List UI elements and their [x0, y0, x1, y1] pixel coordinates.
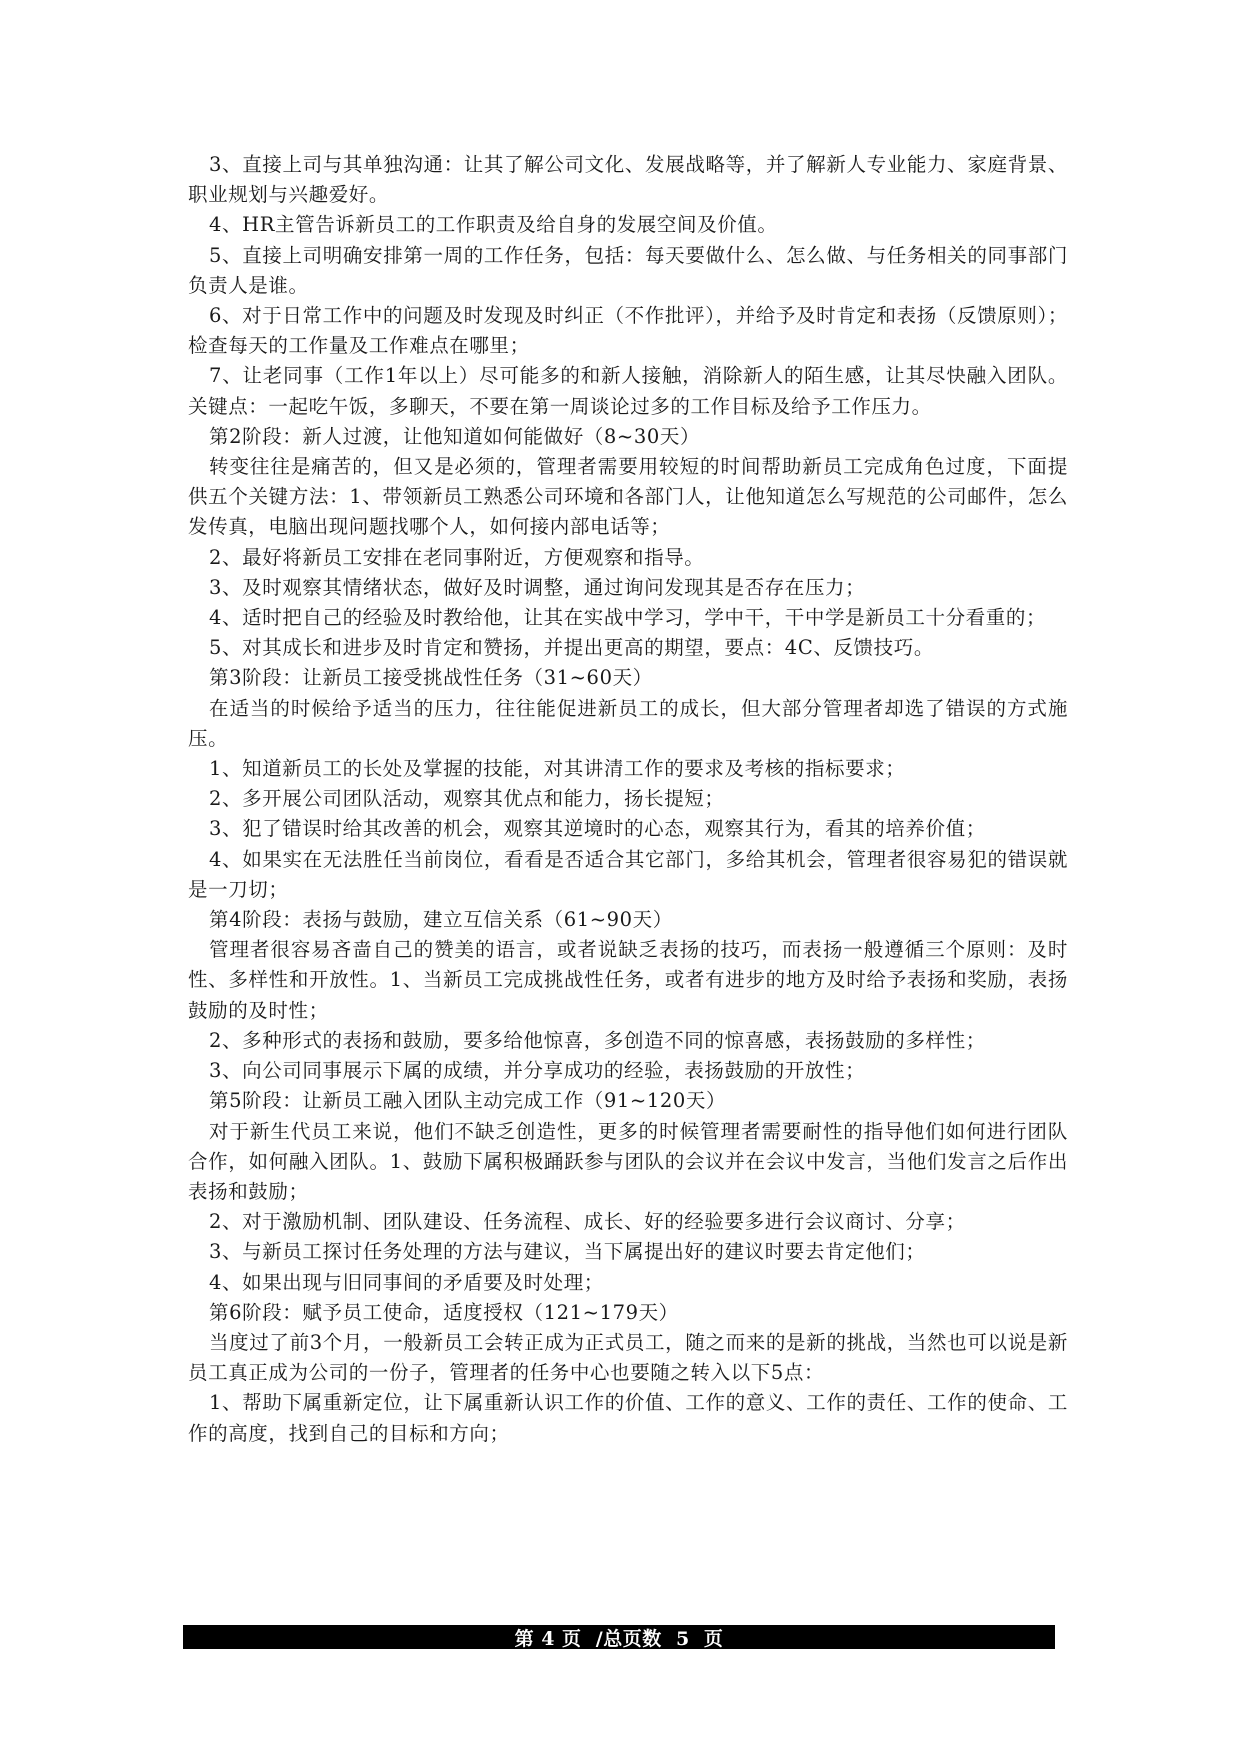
paragraph: 4、HR主管告诉新员工的工作职责及给自身的发展空间及价值。	[209, 213, 778, 237]
paragraph: 3、与新员工探讨任务处理的方法与建议，当下属提出好的建议时要去肯定他们；	[209, 1240, 926, 1264]
paragraph: 转变往往是痛苦的，但又是必须的，管理者需要用较短的时间帮助新员工完成角色过度，下面提供五个关键方法：1、带领新员工熟悉公司环境和各部门人，让他知道怎么写规范的公司邮件，怎么发传真，电脑出现问题找哪个人，如何接内部电话等；	[188, 455, 1068, 539]
paragraph: 3、向公司同事展示下属的成绩，并分享成功的经验，表扬鼓励的开放性；	[209, 1059, 866, 1083]
paragraph: 6、对于日常工作中的问题及时发现及时纠正（不作批评），并给予及时肯定和表扬（反馈原则）；检查每天的工作量及工作难点在哪里；	[188, 304, 1068, 358]
paragraph: 对于新生代员工来说，他们不缺乏创造性，更多的时候管理者需要耐性的指导他们如何进行团队合作，如何融入团队。1、鼓励下属积极踊跃参与团队的会议并在会议中发言，当他们发言之后作出表扬和鼓励；	[188, 1119, 1068, 1203]
stage-heading: 第3阶段：让新员工接受挑战性任务（31~60天）	[209, 666, 653, 690]
paragraph: 在适当的时候给予适当的压力，往往能促进新员工的成长，但大部分管理者却选了错误的方式施压。	[188, 696, 1068, 750]
page-number-label: 第 4 页 /总页数 5 页	[514, 1627, 724, 1650]
stage-heading: 第4阶段：表扬与鼓励，建立互信关系（61~90天）	[209, 908, 673, 932]
paragraph: 3、及时观察其情绪状态，做好及时调整，通过询问发现其是否存在压力；	[209, 575, 866, 599]
paragraph: 4、如果实在无法胜任当前岗位，看看是否适合其它部门，多给其机会，管理者很容易犯的错误就是一刀切；	[188, 847, 1068, 901]
paragraph: 2、多种形式的表扬和鼓励，要多给他惊喜，多创造不同的惊喜感，表扬鼓励的多样性；	[209, 1028, 986, 1052]
paragraph: 2、多开展公司团队活动，观察其优点和能力，扬长提短；	[209, 787, 725, 811]
page-footer	[183, 1625, 1055, 1649]
paragraph: 3、犯了错误时给其改善的机会，观察其逆境时的心态，观察其行为，看其的培养价值；	[209, 817, 986, 841]
paragraph: 2、最好将新员工安排在老同事附近，方便观察和指导。	[209, 545, 705, 569]
paragraph: 1、帮助下属重新定位，让下属重新认识工作的价值、工作的意义、工作的责任、工作的使命、工作的高度，找到自己的目标和方向；	[188, 1391, 1068, 1445]
document-body	[188, 150, 1068, 1449]
paragraph: 当度过了前3个月，一般新员工会转正成为正式员工，随之而来的是新的挑战，当然也可以说是新员工真正成为公司的一份子，管理者的任务中心也要随之转入以下5点：	[188, 1330, 1068, 1385]
paragraph: 7、让老同事（工作1年以上）尽可能多的和新人接触，消除新人的陌生感，让其尽快融入团队。关键点：一起吃午饭，多聊天，不要在第一周谈论过多的工作目标及给予工作压力。	[188, 364, 1068, 418]
stage-heading: 第2阶段：新人过渡，让他知道如何能做好（8~30天）	[209, 424, 701, 448]
paragraph: 1、知道新员工的长处及掌握的技能，对其讲清工作的要求及考核的指标要求；	[209, 757, 906, 781]
paragraph: 4、如果出现与旧同事间的矛盾要及时处理；	[209, 1270, 604, 1294]
stage-heading: 第6阶段：赋予员工使命，适度授权（121~179天）	[209, 1300, 679, 1324]
paragraph: 3、直接上司与其单独沟通：让其了解公司文化、发展战略等，并了解新人专业能力、家庭背景、职业规划与兴趣爱好。	[188, 153, 1068, 207]
stage-heading: 第5阶段：让新员工融入团队主动完成工作（91~120天）	[209, 1089, 727, 1113]
paragraph: 5、直接上司明确安排第一周的工作任务，包括：每天要做什么、怎么做、与任务相关的同事部门负责人是谁。	[188, 243, 1068, 297]
paragraph: 管理者很容易吝啬自己的赞美的语言，或者说缺乏表扬的技巧，而表扬一般遵循三个原则：及时性、多样性和开放性。1、当新员工完成挑战性任务，或者有进步的地方及时给予表扬和奖励，表扬鼓励的及时性；	[188, 938, 1068, 1022]
paragraph: 4、适时把自己的经验及时教给他，让其在实战中学习，学中干，干中学是新员工十分看重的；	[209, 606, 1047, 630]
paragraph: 5、对其成长和进步及时肯定和赞扬，并提出更高的期望，要点：4C、反馈技巧。	[209, 636, 934, 660]
paragraph: 2、对于激励机制、团队建设、任务流程、成长、好的经验要多进行会议商讨、分享；	[209, 1210, 966, 1234]
